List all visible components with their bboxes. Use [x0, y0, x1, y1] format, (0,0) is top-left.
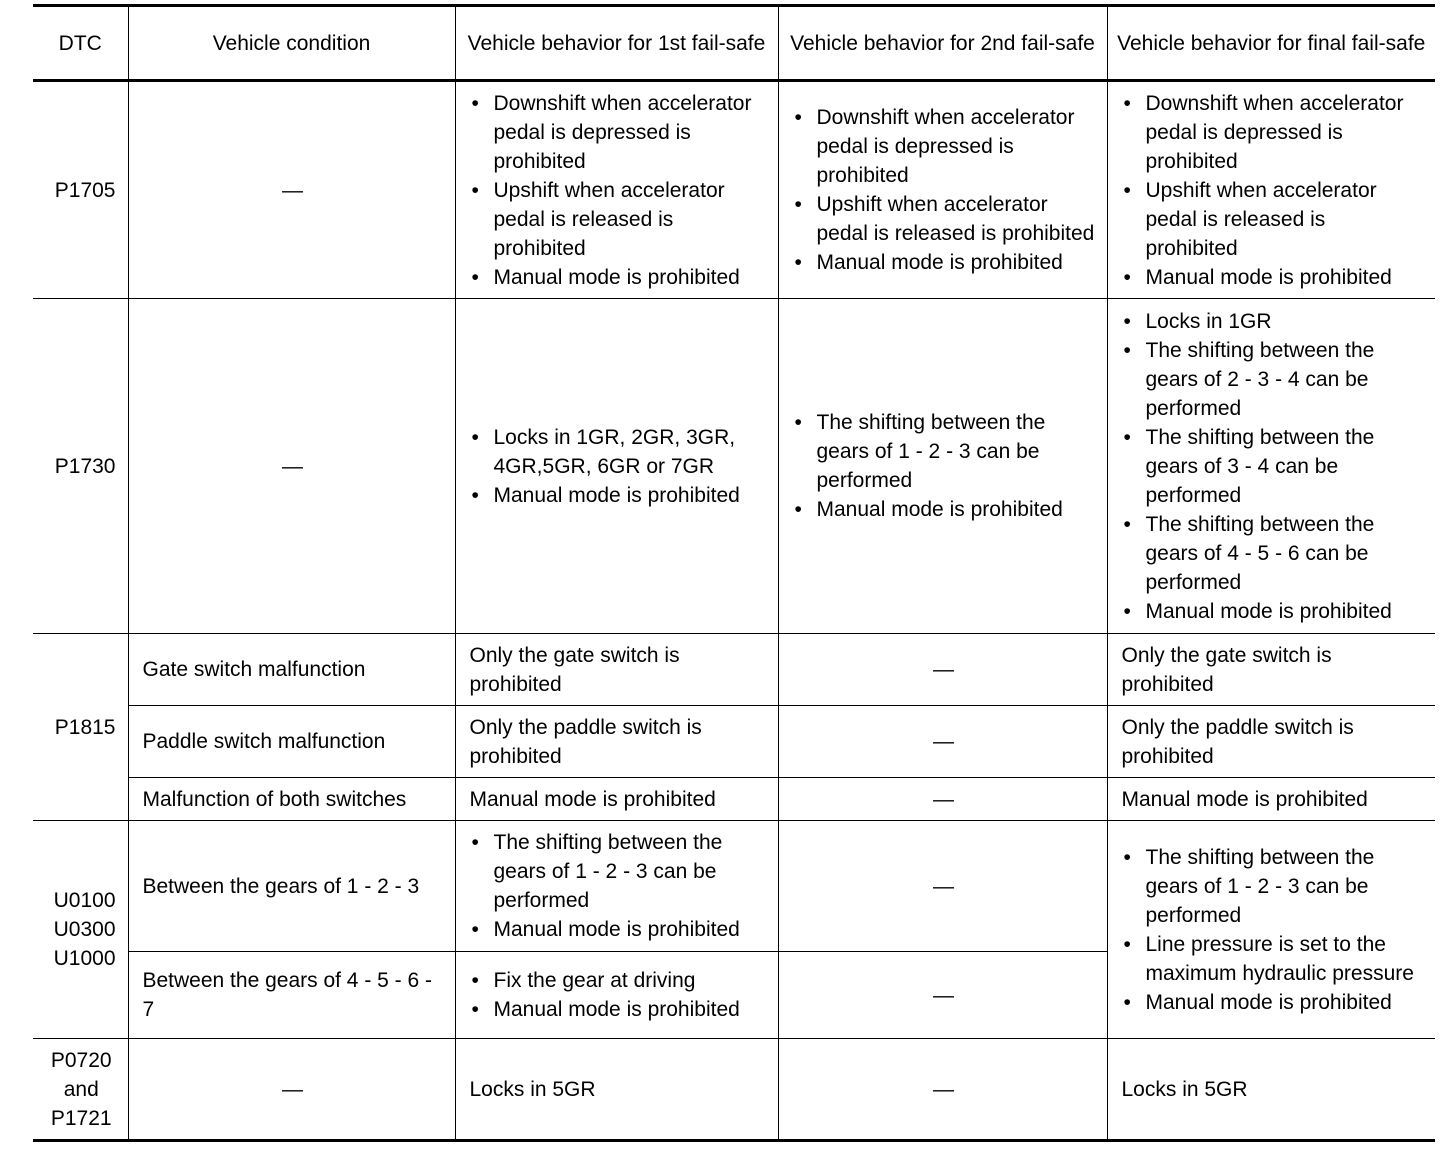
condition-p1730: — — [128, 299, 455, 634]
final-both-switches: Manual mode is prohibited — [1107, 778, 1435, 821]
bullet-list — [470, 828, 766, 944]
final-p1705 — [1107, 81, 1435, 299]
bullet-list — [1122, 307, 1424, 626]
list-item: • Downshift when accelerator pedal is depressed is prohibited — [793, 103, 1095, 190]
list-item: • Manual mode is prohibited — [470, 915, 766, 944]
list-item: • The shifting between the gears of 1 - 2 - 3 can be performed — [1122, 843, 1424, 930]
condition-gate-switch: Gate switch malfunction — [128, 634, 455, 706]
condition-both-switches: Malfunction of both switches — [128, 778, 455, 821]
final-u-codes — [1107, 821, 1435, 1039]
table-header-row — [33, 6, 1435, 81]
first-gears-4567 — [455, 952, 778, 1039]
failsafe-table — [33, 4, 1435, 1142]
second-p1730 — [778, 299, 1107, 634]
first-gate-switch: Only the gate switch is prohibited — [455, 634, 778, 706]
dtc-p1705: P1705 — [33, 81, 128, 299]
dtc-u0300: U0300 — [53, 918, 116, 941]
dtc-u-codes — [33, 821, 128, 1039]
list-item: • The shifting between the gears of 4 - 5 - 6 can be performed — [1122, 510, 1424, 597]
list-item: • Upshift when accelerator pedal is released is prohibited — [470, 176, 766, 263]
dtc-u0100: U0100 — [53, 889, 116, 912]
second-p0720: — — [778, 1039, 1107, 1141]
dtc-u1000: U1000 — [53, 947, 116, 970]
final-p0720: Locks in 5GR — [1107, 1039, 1435, 1141]
first-p1730 — [455, 299, 778, 634]
first-p1705 — [455, 81, 778, 299]
list-item: • Line pressure is set to the maximum hydraulic pressure — [1122, 930, 1424, 988]
second-gears-4567: — — [778, 952, 1107, 1039]
header-first-failsafe: Vehicle behavior for 1st fail-safe — [455, 6, 778, 81]
bullet-list — [470, 966, 766, 1024]
bullet-list — [1122, 89, 1424, 292]
list-item: • Downshift when accelerator pedal is depressed is prohibited — [470, 89, 766, 176]
dtc-p0720: P0720 — [50, 1048, 112, 1072]
table-row-u-codes-123 — [33, 821, 1435, 952]
condition-p0720: — — [128, 1039, 455, 1141]
list-item: • Manual mode is prohibited — [793, 248, 1095, 277]
list-item: • Manual mode is prohibited — [470, 481, 766, 510]
final-paddle-switch: Only the paddle switch is prohibited — [1107, 706, 1435, 778]
dtc-p0720-p1721 — [33, 1039, 128, 1141]
dtc-p1721: P1721 — [50, 1106, 112, 1130]
final-p1730 — [1107, 299, 1435, 634]
table-row-p1815-gate — [33, 634, 1435, 706]
list-item: • Locks in 1GR — [1122, 307, 1424, 336]
second-both-switches: — — [778, 778, 1107, 821]
dtc-and: and — [63, 1077, 99, 1101]
first-both-switches: Manual mode is prohibited — [455, 778, 778, 821]
list-item: • Fix the gear at driving — [470, 966, 766, 995]
condition-paddle-switch: Paddle switch malfunction — [128, 706, 455, 778]
list-item: • Manual mode is prohibited — [1122, 597, 1424, 626]
first-p0720: Locks in 5GR — [455, 1039, 778, 1141]
second-paddle-switch: — — [778, 706, 1107, 778]
second-gate-switch: — — [778, 634, 1107, 706]
list-item: • Manual mode is prohibited — [470, 263, 766, 292]
list-item: • The shifting between the gears of 1 - 2 - 3 can be performed — [470, 828, 766, 915]
bullet-list — [470, 423, 766, 510]
list-item: • Upshift when accelerator pedal is released is prohibited — [793, 190, 1095, 248]
table-row-p1815-paddle — [33, 706, 1435, 778]
list-item: • Locks in 1GR, 2GR, 3GR, 4GR,5GR, 6GR or 7GR — [470, 423, 766, 481]
bullet-list — [1122, 843, 1424, 1017]
condition-gears-123: Between the gears of 1 - 2 - 3 — [128, 821, 455, 952]
bullet-list — [470, 89, 766, 292]
first-gears-123 — [455, 821, 778, 952]
table-row-p1815-both — [33, 778, 1435, 821]
list-item: • Manual mode is prohibited — [793, 495, 1095, 524]
list-item: • Manual mode is prohibited — [1122, 263, 1424, 292]
second-p1705 — [778, 81, 1107, 299]
first-paddle-switch: Only the paddle switch is prohibited — [455, 706, 778, 778]
dtc-p1730: P1730 — [33, 299, 128, 634]
list-item: • The shifting between the gears of 1 - 2 - 3 can be performed — [793, 408, 1095, 495]
header-second-failsafe: Vehicle behavior for 2nd fail-safe — [778, 6, 1107, 81]
header-dtc: DTC — [33, 6, 128, 81]
table-row-p1730 — [33, 299, 1435, 634]
list-item: • The shifting between the gears of 2 - 3 - 4 can be performed — [1122, 336, 1424, 423]
list-item: • Manual mode is prohibited — [470, 995, 766, 1024]
bullet-list — [793, 103, 1095, 277]
header-final-failsafe: Vehicle behavior for final fail-safe — [1107, 6, 1435, 81]
bullet-list — [793, 408, 1095, 524]
table-row-p0720-p1721 — [33, 1039, 1435, 1141]
second-gears-123: — — [778, 821, 1107, 952]
dtc-p1815: P1815 — [33, 634, 128, 821]
table-row-p1705 — [33, 81, 1435, 299]
final-gate-switch: Only the gate switch is prohibited — [1107, 634, 1435, 706]
list-item: • Manual mode is prohibited — [1122, 988, 1424, 1017]
condition-p1705: — — [128, 81, 455, 299]
list-item: • Downshift when accelerator pedal is depressed is prohibited — [1122, 89, 1424, 176]
list-item: • The shifting between the gears of 3 - 4 can be performed — [1122, 423, 1424, 510]
condition-gears-4567: Between the gears of 4 - 5 - 6 - 7 — [128, 952, 455, 1039]
list-item: • Upshift when accelerator pedal is released is prohibited — [1122, 176, 1424, 263]
header-vehicle-condition: Vehicle condition — [128, 6, 455, 81]
